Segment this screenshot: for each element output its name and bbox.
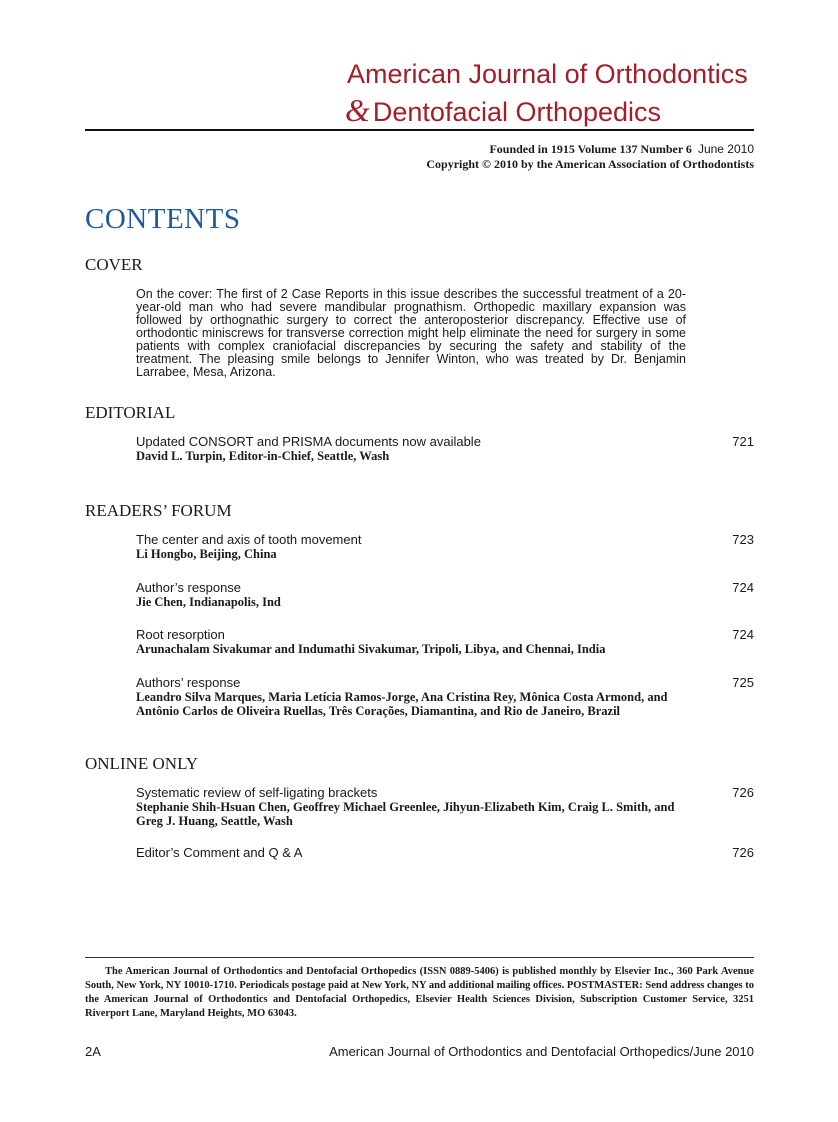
article-title[interactable]: The center and axis of tooth movement [136,532,362,547]
toc-entry[interactable] [136,785,754,828]
top-rule [85,129,754,131]
section-heading-online-only: ONLINE ONLY [85,754,199,773]
page-folio: 2A [85,1044,101,1059]
journal-title-line2-text: Dentofacial Orthopedics [372,97,662,127]
section-heading-editorial: EDITORIAL [85,403,176,422]
article-title[interactable]: Authors’ response [136,675,241,690]
toc-entry[interactable] [136,532,754,561]
article-title[interactable]: Author’s response [136,580,242,595]
page-number: 726 [732,785,754,800]
article-authors: Jie Chen, Indianapolis, Ind [136,595,281,609]
page-number: 721 [732,434,754,449]
toc-entry[interactable] [136,434,754,463]
page-number: 724 [732,627,754,642]
article-authors: Stephanie Shih-Hsuan Chen, Geoffrey Michael Greenlee, Jihyun-Elizabeth Kim, Craig L. Smith, and Greg J. Huang, Seattle, Wash [136,800,675,828]
toc-entry[interactable] [136,627,754,656]
section-heading-readers-forum: READERS’ FORUM [85,501,232,520]
issue-info [489,142,754,157]
journal-title-line2 [345,94,661,126]
article-title[interactable]: Editor’s Comment and Q & A [136,845,303,860]
footnote-rule [85,957,754,958]
publication-footnote: The American Journal of Orthodontics and Dentofacial Orthopedics (ISSN 0889-5406) is published monthly by Elsevier Inc., 360 Park Avenue South, New York, NY 10010-1710. Periodicals postage paid at New York, NY and additional mailing offices. POSTMASTER: Send address changes to the American Journal of Orthodontics and Dentofacial Orthopedics, Elsevier Health Sciences Division, Subscription Customer Service, 3251 Riverport Lane, Maryland Heights, MO 63043. [85,966,754,1019]
article-authors: Li Hongbo, Beijing, China [136,547,277,561]
article-title[interactable]: Systematic review of self-ligating brackets [136,785,378,800]
toc-entry[interactable] [136,580,754,609]
article-authors: David L. Turpin, Editor-in-Chief, Seattle, Wash [136,449,390,463]
article-authors: Arunachalam Sivakumar and Indumathi Sivakumar, Tripoli, Libya, and Chennai, India [136,642,606,656]
founded-volume: Founded in 1915 Volume 137 Number 6 [489,142,692,156]
page-number: 726 [732,845,754,860]
journal-title-line1: American Journal of Orthodontics [347,59,748,89]
issue-date: June 2010 [697,142,754,156]
ampersand: & [345,92,370,128]
page-number: 725 [732,675,754,690]
article-authors: Leandro Silva Marques, Maria Letícia Ramos-Jorge, Ana Cristina Rey, Mônica Costa Armond, and Antônio Carlos de Oliveira Ruellas, Três Corações, Diamantina, and Rio de Janeiro, Brazil [136,690,668,718]
article-title[interactable]: Root resorption [136,627,225,642]
article-title[interactable]: Updated CONSORT and PRISMA documents now available [136,434,481,449]
page-number: 724 [732,580,754,595]
section-heading-cover: COVER [85,255,143,274]
running-footer: American Journal of Orthodontics and Dentofacial Orthopedics/June 2010 [329,1044,754,1059]
page-number: 723 [732,532,754,547]
toc-entry[interactable] [136,675,754,718]
contents-heading: CONTENTS [85,203,241,235]
toc-entry[interactable] [136,845,754,860]
copyright-line: Copyright © 2010 by the American Association of Orthodontists [426,157,754,171]
cover-description: On the cover: The first of 2 Case Reports in this issue describes the successful treatment of a 20-year-old man who had severe mandibular prognathism. Orthopedic maxillary expansion was followed by orthognathic surgery to correct the anteroposterior discrepancy. Effective use of orthodontic miniscrews for transverse correction might help eliminate the need for surgery in some patients with complex craniofacial discrepancies by securing the safety and stability of the treatment. The pleasing smile belongs to Jennifer Winton, who was treated by Dr. Benjamin Larrabee, Mesa, Arizona. [136,287,686,379]
